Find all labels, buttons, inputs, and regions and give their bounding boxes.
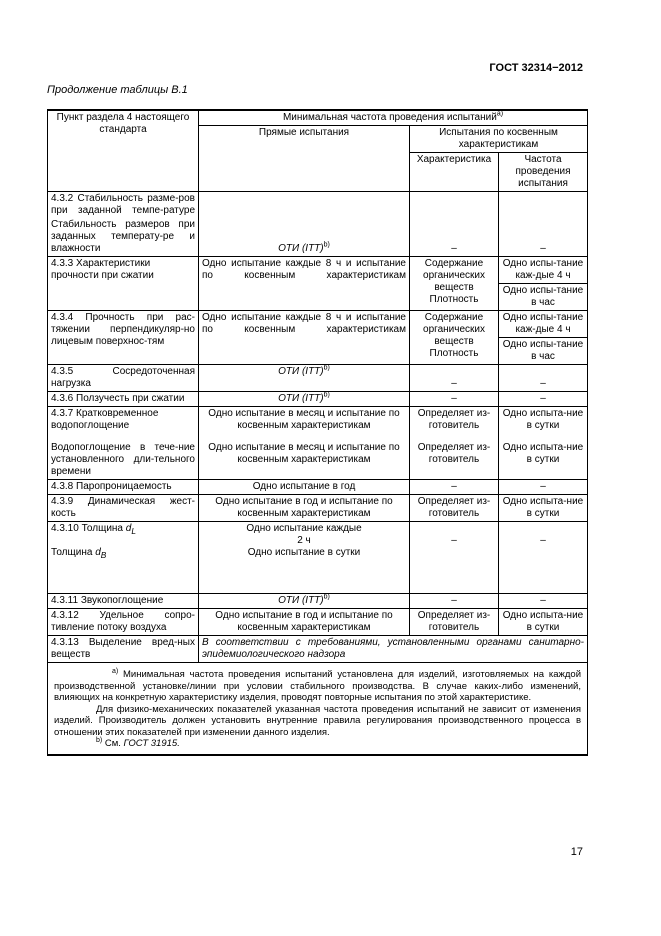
frequency-cell: Одно испыта-ние в сутки [499,495,588,522]
frequency-text: Одно испы-тание каж-дые 4 ч [502,258,584,281]
direct-cell [199,392,410,407]
clause-cell: 4.3.3 Характеристики прочности при сжатии [48,257,199,311]
table-container [47,109,587,756]
frequency-cell: – [499,594,588,609]
frequency-text: Одно испыта-ние в сутки [502,442,584,465]
characteristic-text: Определяет из-готовитель [417,442,491,465]
clause-text [51,547,195,561]
thickness-subscript: L [131,526,136,536]
frequency-cell [499,311,588,365]
document-header: ГОСТ 32314−2012 [489,62,583,74]
page-number: 17 [570,846,583,858]
footnote-b-reference: ГОСТ 31915. [123,738,180,749]
footnote-b-prefix: См. [104,738,121,749]
table-row [48,609,588,636]
clause-cell: 4.3.6 Ползучесть при сжатии [48,392,199,407]
characteristic-text: Плотность [429,348,479,359]
table-row [48,495,588,522]
clause-cell: 4.3.8 Паропроницаемость [48,480,199,495]
clause-cell [48,407,199,480]
clause-text: 4.3.2 Стабильность разме-ров при заданной темпе-ратуре [51,193,195,216]
direct-cell [199,522,410,594]
clause-cell [48,522,199,594]
frequency-text: Одно испы-тание в час [499,283,587,310]
direct-cell: Одно испытание каждые 8 ч и испытание по косвенным характеристикам [199,311,410,365]
clause-label: 4.3.10 Толщина [51,523,123,534]
characteristic-cell: Определяет из-готовитель [410,609,499,636]
clause-label: Толщина [51,547,93,558]
direct-text: Одно испытание каждые [246,523,362,534]
direct-cell: Одно испытание каждые 8 ч и испытание по косвенным характеристикам [199,257,410,311]
characteristic-cell [410,407,499,480]
direct-cell: Одно испытание в год и испытание по косвенным характеристикам [199,609,410,636]
footnote-a-continued: Для физико-механических показателей указанная частота проведения испытаний не зависит от изменения изделий. Производитель должен установить внутренние правила регулирования производственного процесса в отношении этих показателей при изменении данного изделия. [54,703,581,738]
direct-cell [199,594,410,609]
direct-cell [199,192,410,257]
table-continuation-caption: Продолжение таблицы В.1 [47,84,188,96]
characteristic-text: Определяет из-готовитель [417,408,491,431]
table-row [48,392,588,407]
header-min-frequency [199,110,588,126]
characteristic-text: Плотность [429,294,479,305]
frequency-cell [499,257,588,311]
table-row [48,365,588,392]
regulation-cell: В соответствии с требованиями, установленными органами санитарно-эпидемиологического надзора [199,636,588,663]
table-row [48,522,588,594]
table-row [48,636,588,663]
header-characteristic: Характеристика [410,153,499,192]
clause-cell: 4.3.13 Выделение вред-ных веществ [48,636,199,663]
clause-cell [48,192,199,257]
footnote-mark-b: b) [96,736,103,744]
footnotes-row [48,663,588,755]
footnote-b [54,738,581,750]
header-indirect-tests: Испытания по косвенным характеристикам [410,126,588,153]
frequency-cell: – [499,192,588,257]
header-clause: Пункт раздела 4 настоящего стандарта [48,110,199,192]
footnote-ref-b: b) [323,364,330,372]
clause-cell: 4.3.9 Динамическая жест-кость [48,495,199,522]
characteristic-text: – [451,535,457,546]
header-direct-tests: Прямые испытания [199,126,410,192]
direct-text: ОТИ (ITT) [278,366,324,377]
footnote-ref-b: b) [323,593,330,601]
thickness-subscript: B [100,550,107,560]
footnote-mark-a: a) [112,667,119,675]
footnote-ref-a: a) [496,110,504,118]
footnote-ref-b: b) [323,241,330,249]
frequency-cell: – [499,392,588,407]
direct-cell: Одно испытание в год [199,480,410,495]
clause-text: Стабильность размеров при заданных температу-ре и влажности [51,219,195,254]
characteristic-text: Содержание органических веществ [423,312,485,347]
characteristic-text: Содержание органических веществ [423,258,485,293]
table-header-row [48,110,588,126]
direct-text: ОТИ (ITT) [278,595,324,606]
table-row [48,480,588,495]
frequency-text: Одно испыта-ние в сутки [502,408,584,431]
direct-cell: Одно испытание в год и испытание по косвенным характеристикам [199,495,410,522]
clause-text [51,523,195,537]
frequency-text: Одно испы-тание каж-дые 4 ч [502,312,584,335]
clause-cell: 4.3.11 Звукопоглощение [48,594,199,609]
clause-text: 4.3.7 Кратковременное водопоглощение [51,408,159,431]
direct-text: ОТИ (ITT) [278,243,324,254]
thickness-symbol: d [125,523,132,534]
table-row [48,407,588,480]
direct-cell [199,407,410,480]
direct-text: ОТИ (ITT) [278,393,324,404]
table-row [48,257,588,311]
frequency-text: – [540,535,546,546]
test-frequency-table [47,109,588,756]
frequency-cell [499,522,588,594]
table-row [48,311,588,365]
direct-text: 2 ч [297,535,311,546]
frequency-cell: Одно испыта-ние в сутки [499,609,588,636]
thickness-symbol: d [95,547,101,558]
table-row [48,594,588,609]
footnote-a [54,669,581,704]
direct-text: Одно испытание в месяц и испытание по косвенным характеристикам [208,442,400,465]
characteristic-cell: – [410,480,499,495]
table-row [48,192,588,257]
footnotes-cell [48,663,588,755]
direct-cell [199,365,410,392]
frequency-cell: – [499,365,588,392]
frequency-cell [499,407,588,480]
characteristic-cell: – [410,192,499,257]
clause-cell: 4.3.5 Сосредоточенная нагрузка [48,365,199,392]
direct-text: Одно испытание в сутки [247,547,361,558]
characteristic-cell: – [410,392,499,407]
direct-text: Одно испытание в месяц и испытание по косвенным характеристикам [208,408,400,431]
characteristic-cell: Определяет из-готовитель [410,495,499,522]
clause-cell: 4.3.12 Удельное сопро-тивление потоку воздуха [48,609,199,636]
header-test-frequency: Частота проведения испытания [499,153,588,192]
characteristic-cell: – [410,365,499,392]
characteristic-cell [410,522,499,594]
frequency-cell: – [499,480,588,495]
clause-text: Водопоглощение в тече-ние установленного дли-тельного времени [51,442,195,477]
footnote-a-text: Минимальная частота проведения испытаний установлена для изделий, изготовляемых на каждой производственной установке/линии при условии стабильного производства. В случае каких-либо изменений, влияющих на конкретную характеристику изделия, проводят повторные испытания по этой характеристике. [54,669,581,703]
characteristic-cell: – [410,594,499,609]
characteristic-cell [410,311,499,365]
footnote-ref-b: b) [323,391,330,399]
frequency-text: Одно испы-тание в час [499,337,587,364]
clause-cell: 4.3.4 Прочность при рас-тяжении перпендикуляр-но лицевым поверхнос-тям [48,311,199,365]
header-min-frequency-text: Минимальная частота проведения испытаний [282,112,497,123]
characteristic-cell [410,257,499,311]
